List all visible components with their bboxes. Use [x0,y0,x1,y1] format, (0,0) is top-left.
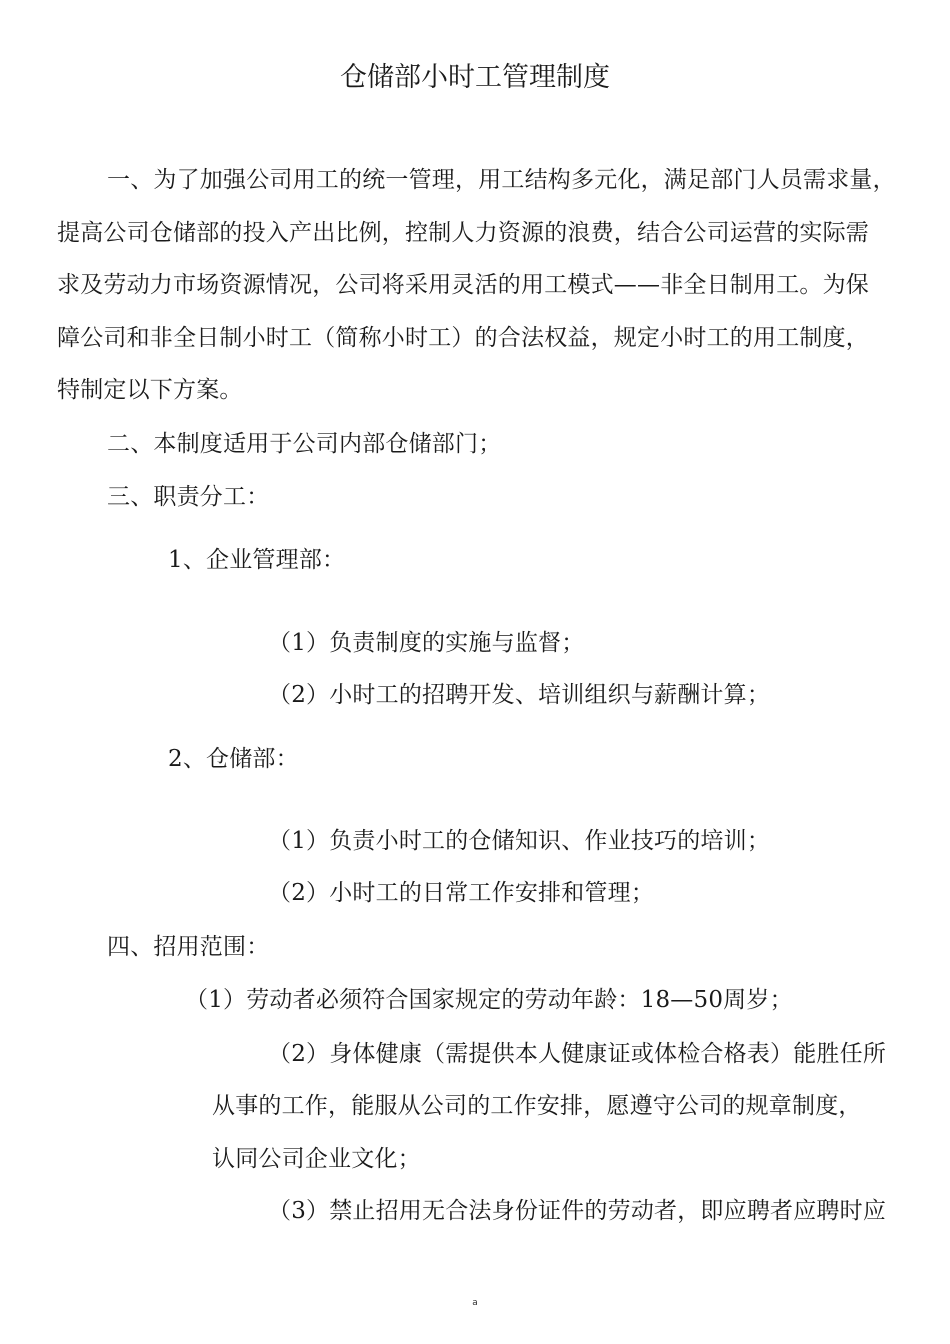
section1-line: 提高公司仓储部的投入产出比例，控制人力资源的浪费，结合公司运营的实际需 [57,220,869,246]
section4-item2-line: 从事的工作，能服从公司的工作安排，愿遵守公司的规章制度， [212,1093,862,1119]
section1-line: 求及劳动力市场资源情况，公司将采用灵活的用工模式——非全日制用工。为保 [57,272,869,298]
section4-item1: （1）劳动者必须符合国家规定的劳动年龄：18—50周岁； [185,987,793,1013]
document-title: 仓储部小时工管理制度 [340,62,610,93]
section3-sub1-item: （2）小时工的招聘开发、培训组织与薪酬计算； [268,682,771,708]
section3-heading: 三、职责分工： [107,484,270,510]
section2-text: 二、本制度适用于公司内部仓储部门； [107,431,502,457]
section1-line: 特制定以下方案。 [57,377,243,403]
section4-item3: （3）禁止招用无合法身份证件的劳动者，即应聘者应聘时应 [268,1198,887,1224]
section4-item2-line: 认同公司企业文化； [212,1146,421,1172]
section4-item2-line: （2）身体健康（需提供本人健康证或体检合格表）能胜任所 [268,1041,887,1067]
section3-sub2-item: （2）小时工的日常工作安排和管理； [268,880,655,906]
section3-sub2-item: （1）负责小时工的仓储知识、作业技巧的培训； [268,828,771,854]
section3-sub2-heading: 2、仓储部： [168,746,299,772]
page-footer-mark: a [472,1298,478,1308]
section1-line: 一、为了加强公司用工的统一管理，用工结构多元化，满足部门人员需求量， [107,167,896,193]
section3-sub1-item: （1）负责制度的实施与监督； [268,630,585,656]
section3-sub1-heading: 1、企业管理部： [168,547,346,573]
section4-heading: 四、招用范围： [107,934,270,960]
section1-line: 障公司和非全日制小时工（简称小时工）的合法权益，规定小时工的用工制度， [57,325,869,351]
